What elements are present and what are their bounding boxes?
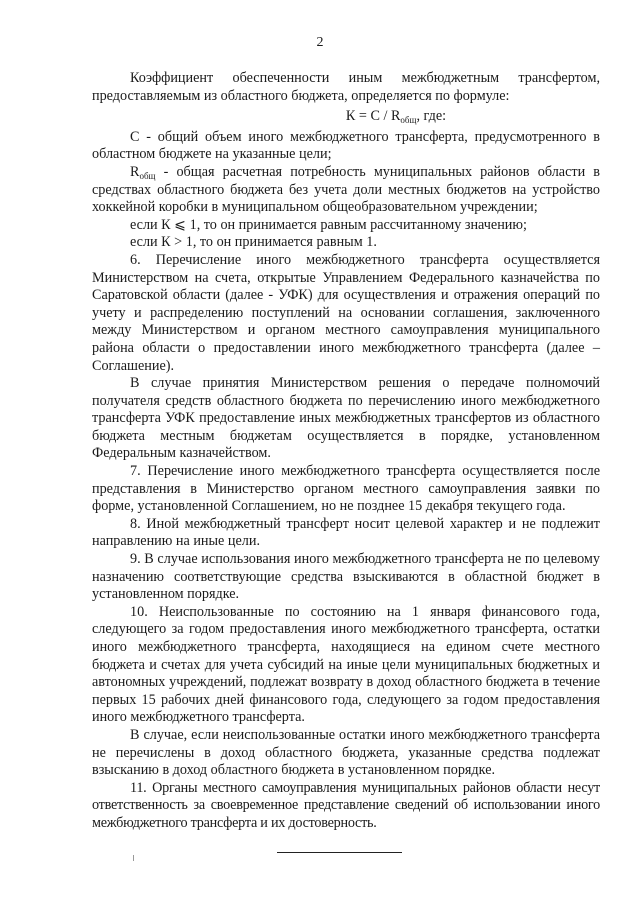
condition-gt: если К > 1, то он принимается равным 1. — [130, 234, 377, 251]
paragraph-10-continued: В случае, если неиспользованные остатки иного межбюджетного трансферта не перечислены в доход областного бюджета, указанные средства подлежат взысканию в доход областного бюджета в установленном порядке. — [92, 726, 600, 779]
formula-expression-main: К = С / R — [345, 108, 401, 125]
definition-r-subscript: общ — [139, 170, 156, 181]
closing-rule — [277, 852, 402, 853]
paragraph-9: 9. В случае использования иного межбюджетного трансферта не по целевому назначению соответствующие средства взыскиваются в областной бюджет в установленном порядке. — [92, 551, 600, 603]
paragraph-6-continued: В случае принятия Министерством решения о передаче полномочий получателя средств областного бюджета по перечислению иного межбюджетного трансферта УФК предоставление иных межбюджетных трансфертов из областного бюджета местным бюджетам осуществляется в порядке, установленном Федеральным казначейством. — [92, 375, 600, 462]
formula-intro: Коэффициент обеспеченности иным межбюджетным трансфертом, предоставляемым из областного бюджета, определяется по формуле: — [92, 70, 600, 104]
definition-r — [92, 164, 600, 217]
paragraph-6: 6. Перечисление иного межбюджетного трансферта осуществляется Министерством на счета, открытые Управлением Федерального казначейства по Саратовской области (далее - УФК) для осуществления и отражения операций по учету и распределению поступлений на основании соглашения, заключенного между Министерством и органом местного самоуправления муниципального района области о предоставлении иного межбюджетного трансферта (далее – Соглашение). — [92, 251, 600, 374]
formula-expression — [92, 108, 600, 126]
definition-r-symbol: R — [130, 163, 140, 180]
condition-le: если К ⩽ 1, то он принимается равным рассчитанному значению; — [130, 216, 527, 233]
page-number: 2 — [316, 35, 324, 50]
document-body — [92, 70, 600, 833]
definition-r-text: - общая расчетная потребность муниципальных районов области в средствах областного бюджета без учета доли местных бюджетов на устройство хоккейной коробки в муниципальном общеобразовательном учреждении; — [92, 163, 600, 216]
formula-expression-subscript: общ — [400, 115, 417, 126]
definition-c: С - общий объем иного межбюджетного трансферта, предусмотренного в областном бюджете на указанные цели; — [92, 128, 600, 163]
scan-mark — [133, 855, 134, 861]
paragraph-8: 8. Иной межбюджетный трансферт носит целевой характер и не подлежит направлению на иные цели. — [92, 515, 600, 550]
paragraph-10: 10. Неиспользованные по состоянию на 1 января финансового года, следующего за годом предоставления иного межбюджетного трансферта, остатки иного межбюджетного трансферта, находящиеся на едином счете местного бюджета и счетах для учета субсидий на иные цели муниципальных бюджетных и автономных учреждений, подлежат возврату в доход областного бюджета в течение первых 15 рабочих дней финансового года, следующего за годом предоставления иного межбюджетного трансферта. — [92, 603, 600, 726]
paragraph-7: 7. Перечисление иного межбюджетного трансферта осуществляется после представления в Министерство органом местного самоуправления заявки по форме, установленной Соглашением, но не позднее 15 декабря текущего года. — [92, 463, 600, 515]
paragraph-11: 11. Органы местного самоуправления муниципальных районов области несут ответственность за своевременное представление сведений об использовании иного межбюджетного трансферта и их достоверность. — [92, 779, 600, 831]
formula-expression-suffix: , где: — [416, 108, 447, 125]
